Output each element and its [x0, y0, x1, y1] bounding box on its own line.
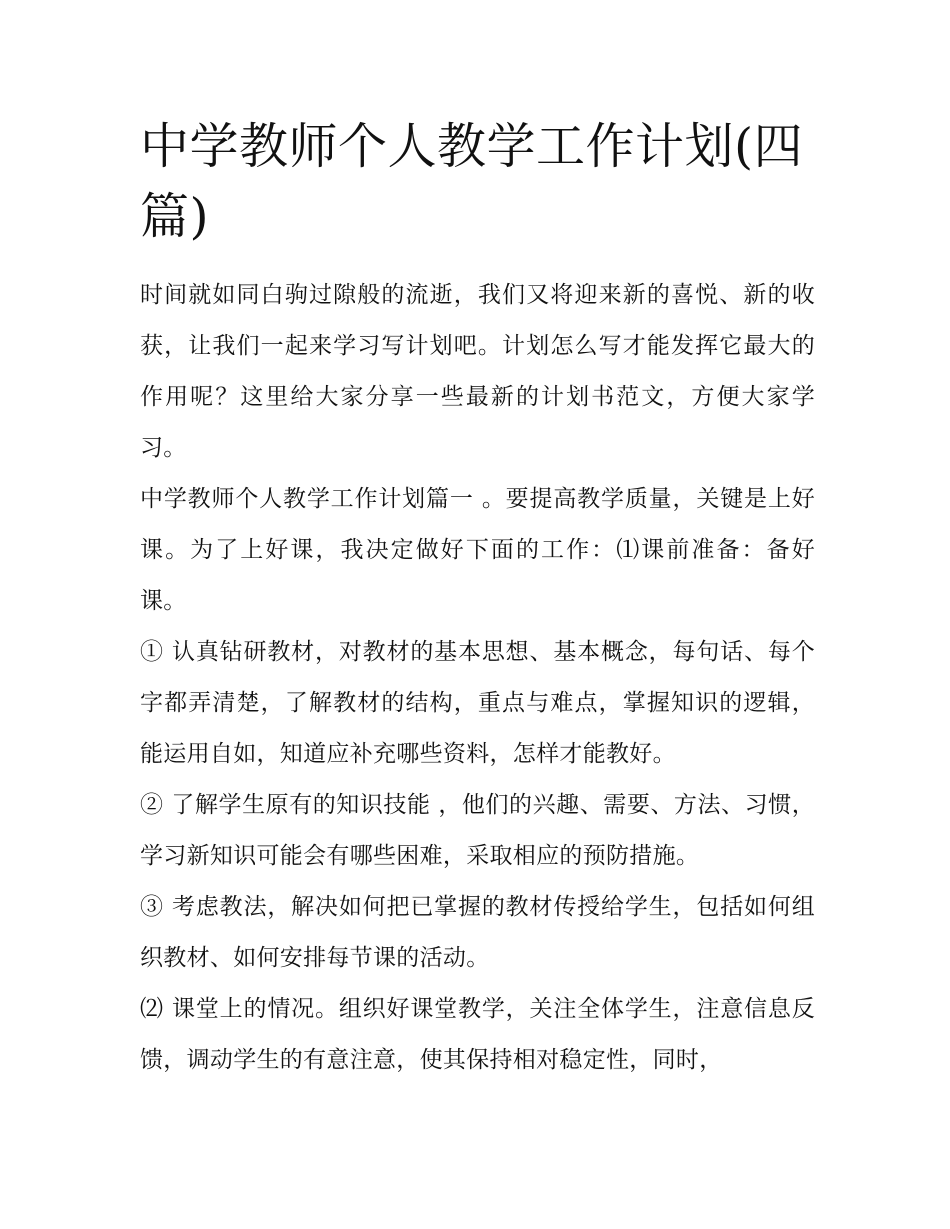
- document-content: [140, 112, 815, 1086]
- document-body: [140, 270, 815, 1086]
- point-two-paragraph: ② 了解学生原有的知识技能 ，他们的兴趣、需要、方法、习惯，学习新知识可能会有哪些困难，采取相应的预防措施。: [140, 792, 815, 869]
- intro-paragraph: 时间就如同白驹过隙般的流逝，我们又将迎来新的喜悦、新的收获，让我们一起来学习写计划吧。计划怎么写才能发挥它最大的作用呢？这里给大家分享一些最新的计划书范文，方便大家学习。: [140, 282, 815, 461]
- document-title: 中学教师个人教学工作计划(四篇): [140, 118, 804, 245]
- point-three-paragraph: ③ 考虑教法，解决如何把已掌握的教材传授给学生，包括如何组织教材、如何安排每节课的活动。: [140, 894, 815, 971]
- section-one-paragraph: 中学教师个人教学工作计划篇一 。要提高教学质量，关键是上好课。为了上好课，我决定做好下面的工作：⑴课前准备：备好课。: [140, 486, 815, 614]
- classroom-paragraph: ⑵ 课堂上的情况。组织好课堂教学，关注全体学生，注意信息反馈，调动学生的有意注意，使其保持相对稳定性，同时，: [140, 996, 815, 1073]
- point-one-paragraph: ① 认真钻研教材，对教材的基本思想、基本概念，每句话、每个字都弄清楚，了解教材的结构，重点与难点，掌握知识的逻辑，能运用自如，知道应补充哪些资料，怎样才能教好。: [140, 639, 815, 767]
